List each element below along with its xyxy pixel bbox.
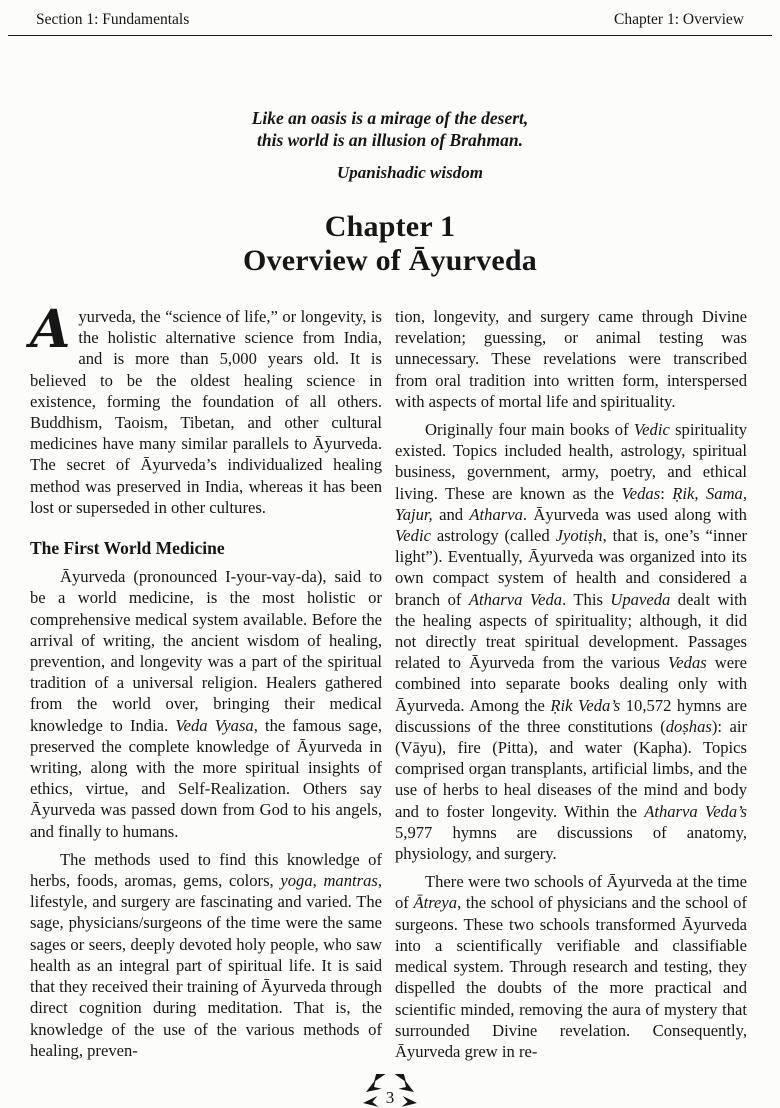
column-right <box>395 306 747 1069</box>
text-run: tion, longevity, and surgery came through Divine revelation; guessing, or animal testing was unnecessary. These revelations were transcribed from oral tradition into written form, interspersed with aspects of mortal life and spirituality. <box>395 307 747 411</box>
italic-text-run: Veda Vyasa <box>175 715 254 735</box>
running-header-left: Section 1: Fundamentals <box>36 11 190 28</box>
italic-text-run: yoga <box>280 871 313 891</box>
body-paragraph <box>395 871 747 1062</box>
epigraph-attribution: Upanishadic wisdom <box>337 163 483 182</box>
text-run: Āyurveda (pronounced I-your-vay-da), said to be a world medicine, is the most holistic or comprehensive medical system available. Before the arrival of writing, the ancient wisdom of healing, prevention, and longevity was a part of the spiritual tradition of a universal religion. Healers gathered from the world over, bringing their medical knowledge to India. <box>30 567 382 735</box>
body-paragraph <box>395 419 747 864</box>
italic-text-run: Jyotiṣh <box>555 526 603 546</box>
body-paragraph <box>30 299 382 518</box>
section-heading: The First World Medicine <box>30 538 225 559</box>
epigraph-line-1: Like an oasis is a mirage of the desert, <box>251 108 529 128</box>
italic-text-run: Ṛik Veda’s <box>550 695 621 715</box>
italic-text-run: Vedas <box>668 653 707 673</box>
italic-text-run: Ātreya <box>413 893 458 913</box>
body-paragraph <box>395 306 747 412</box>
page-number: 3 <box>385 1088 395 1107</box>
text-run: 10,572 hymns are discussions of the three constitutions ( <box>395 695 747 736</box>
text-run: dealt with the healing aspects of spirituality; although, it did not directly treat spiritual development. Passages related to Āyurveda from the various <box>395 589 747 673</box>
column-left <box>30 299 382 1069</box>
text-run: were combined into separate books dealing only with Āyurveda. Among the <box>395 653 747 715</box>
text-run: : <box>660 483 673 503</box>
page-footer <box>338 1074 442 1108</box>
running-header-right: Chapter 1: Overview <box>614 11 744 28</box>
italic-text-run: Vedas <box>621 483 661 503</box>
chapter-title-line-1: Chapter 1 <box>324 210 456 243</box>
italic-text-run: Atharva <box>469 504 523 524</box>
epigraph <box>0 108 780 151</box>
text-run: 5,977 hymns are discussions of anatomy, physiology, and surgery. <box>395 822 747 864</box>
italic-text-run: Atharva Veda’s <box>644 801 747 821</box>
text-run: . This <box>562 589 611 609</box>
italic-text-run: Upaveda <box>610 589 671 609</box>
running-header <box>0 0 780 32</box>
text-run: astrology (called <box>430 526 556 546</box>
body-paragraph <box>30 566 382 842</box>
text-run: and <box>432 504 470 524</box>
text-run: , that is, one’s “inner light”). Eventually, Āyurveda was organized into its own compact system of health and considered a branch of <box>395 526 748 609</box>
body-paragraph <box>30 849 382 1061</box>
italic-text-run: doṣhas <box>665 716 712 736</box>
text-run: , <box>312 871 324 891</box>
italic-text-run: Vedic <box>395 526 431 546</box>
text-run: . Āyurveda was used along with <box>522 504 747 524</box>
text-run: The methods used to find this knowledge of herbs, foods, aromas, gems, colors, <box>30 849 382 891</box>
text-run: ): air (Vāyu), fire (Pitta), and water (Kapha). Topics comprised organ transplants, artificial limbs, and the use of herbs to heal diseases of the mind and body and to foster longevity. Within the <box>395 716 747 821</box>
epigraph-line-2: this world is an illusion of Brahman. <box>256 129 523 150</box>
text-run: , the famous sage, preserved the complete knowledge of Āyurveda in writing, along with the more spiritual insights of ethics, virtue, and Self-Realization. Others say Āyurveda was passed down from God to his angels, and finally to humans. <box>30 715 382 841</box>
text-run: yurveda, the “science of life,” or longevity, is the holistic alternative science from India, and is more than 5,000 years old. It is believed to be the oldest healing science in existence, forming the foundation of all others. Buddhism, Taoism, Tibetan, and other cultural medicines have many similar parallels to Āyurveda. The secret of Āyurveda’s individualized healing method was preserved in India, whereas it has been lost or superseded in other cultures. <box>30 307 382 517</box>
italic-text-run: Vedic <box>633 420 670 440</box>
chapter-title-line-2: Overview of Āyurveda <box>243 244 537 277</box>
text-run: There were two schools of Āyurveda at the time of <box>395 872 747 913</box>
italic-text-run: Atharva Veda <box>468 589 563 609</box>
header-rule <box>8 35 772 36</box>
drop-cap: A <box>30 299 71 360</box>
italic-text-run: mantras <box>323 871 378 891</box>
text-run: , the school of physicians and the school of surgeons. These two schools transformed Āyurveda into a scientifically verifiable and classifiable medical system. Through research and testing, they dispelled the doubts of the more practical and scientific minded, removing the aura of mystery that surrounded Divine revelation. Consequently, Āyurveda grew in re- <box>395 893 747 1061</box>
italic-text-run: Ṛik, Sama, Yajur, <box>395 483 748 524</box>
text-run: Originally four main books of <box>425 420 634 440</box>
chapter-title <box>0 210 780 278</box>
text-run: , lifestyle, and surgery are fascinating and varied. The sage, physicians/surgeons of the time were the same sages or seers, deeply devoted holy people, who saw health as an integral part of spiritual life. It is said that they received their training of Āyurveda through direct cognition during meditation. That is, the knowledge of the use of the various methods of healing, preven- <box>30 871 382 1060</box>
body-columns <box>0 299 780 1069</box>
text-run: spirituality existed. Topics included health, astrology, spiritual business, government, army, poetry, and ethical living. These are known as the <box>395 420 747 503</box>
